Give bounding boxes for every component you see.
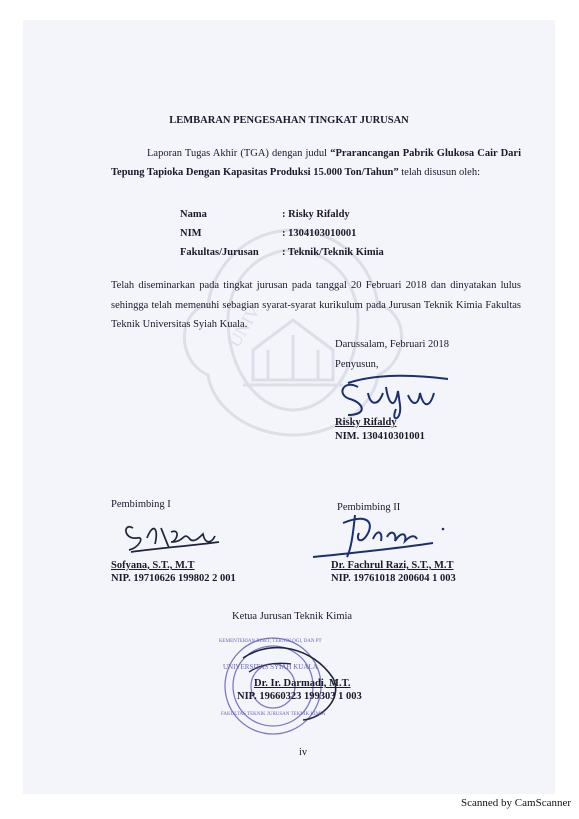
page-title: LEMBARAN PENGESAHAN TINGKAT JURUSAN (169, 115, 409, 126)
intro-paragraph (111, 144, 521, 182)
author-nim: NIM. 130410301001 (335, 431, 425, 442)
advisor2-role: Pembimbing II (337, 502, 401, 513)
page-number: iv (299, 747, 308, 758)
stamp-outer-text: KEMENTERIAN RISET, TEKNOLOGI, DAN PT (219, 639, 322, 644)
head-nip: NIP. 19660323 199303 1 003 (237, 691, 362, 702)
intro-text: Laporan Tugas Akhir (TGA) dengan judul (147, 148, 331, 159)
field-label-faculty: Fakultas/Jurusan (180, 247, 259, 258)
advisor2-nip: NIP. 19761018 200604 1 003 (331, 573, 456, 584)
stamp-inner-text: UNIVERSITAS SYIAH KUALA (223, 663, 318, 671)
field-label-name: Nama (180, 209, 207, 220)
place-date: Darussalam, Februari 2018 (335, 339, 450, 350)
field-label-nim: NIM (180, 228, 202, 239)
field-value-faculty: : Teknik/Teknik Kimia (282, 247, 384, 258)
thesis-title: “Prarancangan Pabrik Glukosa Cair Dari Tepung Tapioka Dengan Kapasitas Produksi 15.000 Ton/Tahun” (111, 148, 521, 178)
stamp-bottom-text: FAKULTAS TEKNIK JURUSAN TEKNIK KIMIA (221, 712, 326, 717)
svg-text:UNIV: UNIV (224, 301, 264, 351)
head-role: Ketua Jurusan Teknik Kimia (232, 611, 353, 622)
intro-text-end: telah disusun oleh: (398, 167, 481, 178)
head-name: Dr. Ir. Darmadi, M.T. (254, 678, 351, 689)
advisor1-name: Sofyana, S.T., M.T (111, 560, 195, 571)
advisor1-role: Pembimbing I (111, 499, 171, 510)
field-value-nim: : 1304103010001 (282, 228, 357, 239)
advisor2-signature-icon (303, 505, 453, 565)
advisor1-signature-icon (119, 508, 229, 558)
advisor1-nip: NIP. 19710626 199802 2 001 (111, 573, 236, 584)
document-page (23, 20, 555, 794)
field-value-name: : Risky Rifaldy (282, 209, 350, 220)
scanner-watermark: Scanned by CamScanner (461, 797, 571, 809)
statement-paragraph: Telah diseminarkan pada tingkat jurusan pada tanggal 20 Februari 2018 dan dinyatakan lulus sehingga telah memenuhi sebagian syarat-syarat kurikulum pada Jurusan Teknik Kimia Fakultas Teknik Universitas Syiah Kuala. (111, 280, 521, 330)
author-name: Risky Rifaldy (335, 417, 397, 428)
advisor2-name: Dr. Fachrul Razi, S.T., M.T (331, 560, 454, 571)
author-role: Penyusun, (335, 359, 379, 370)
